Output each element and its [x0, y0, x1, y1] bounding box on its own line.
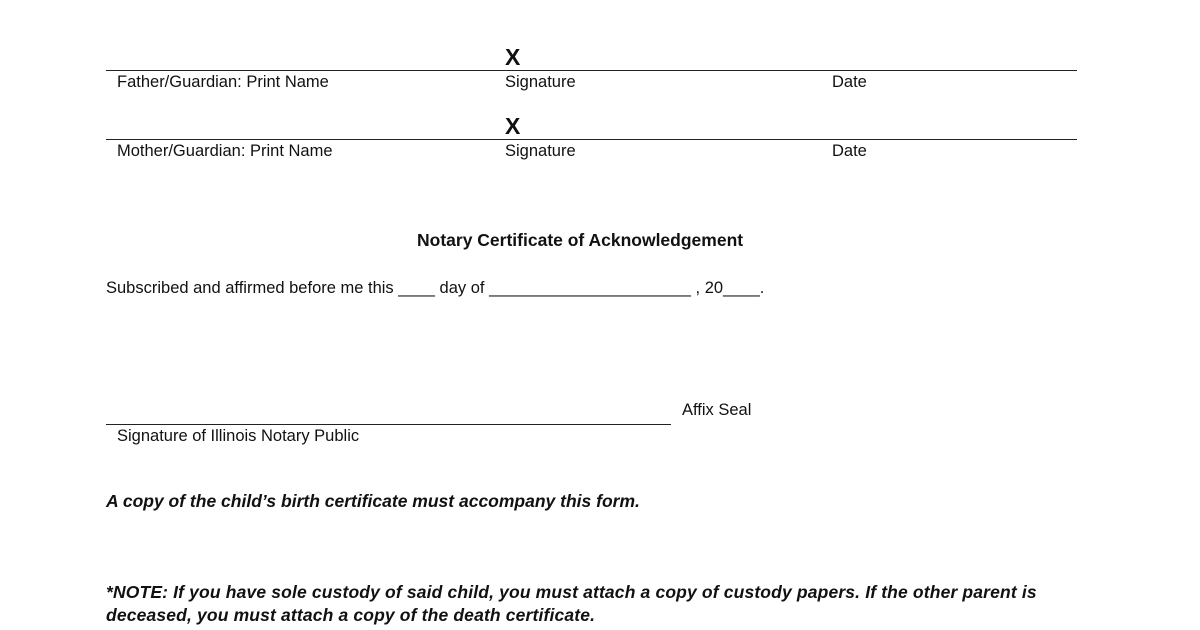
notary-signature-label: Signature of Illinois Notary Public	[117, 427, 360, 445]
mother-signature-label: Signature	[505, 142, 576, 160]
notary-subscribed-line: Subscribed and affirmed before me this ____ day of ______________________ , 20____.	[106, 279, 765, 297]
father-signature-x-mark: X	[505, 44, 521, 70]
father-signature-line	[106, 70, 1077, 71]
mother-date-label: Date	[832, 142, 867, 160]
mother-signature-x-mark: X	[505, 113, 521, 139]
notary-signature-line	[106, 424, 671, 425]
father-date-label: Date	[832, 73, 867, 91]
custody-note: *NOTE: If you have sole custody of said child, you must attach a copy of custody papers. If the other parent is deceased, you must attach a copy of the death certificate.	[106, 582, 1037, 625]
father-print-name-label: Father/Guardian: Print Name	[117, 73, 329, 91]
father-signature-label: Signature	[505, 73, 576, 91]
mother-signature-line	[106, 139, 1077, 140]
mother-print-name-label: Mother/Guardian: Print Name	[117, 142, 333, 160]
birth-certificate-notice: A copy of the child’s birth certificate must accompany this form.	[106, 491, 640, 511]
affix-seal-label: Affix Seal	[682, 401, 752, 419]
notary-certificate-title: Notary Certificate of Acknowledgement	[417, 230, 744, 250]
